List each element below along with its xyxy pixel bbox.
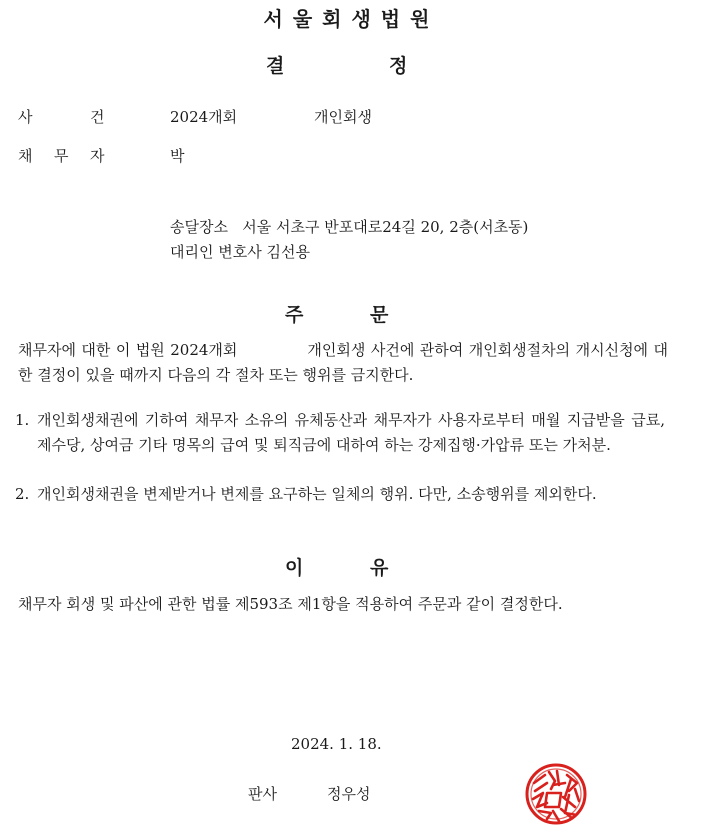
decision-date: 2024. 1. 18. xyxy=(291,735,382,753)
order-item-text: 개인회생채권을 변제받거나 변제를 요구하는 일체의 행위. 다만, 소송행위를 제외한다. xyxy=(37,485,597,503)
service-address-line xyxy=(170,216,528,237)
order-item xyxy=(15,482,665,507)
court-name: 서울회생법원 xyxy=(263,7,440,31)
service-agent-label: 대리인 변호사 xyxy=(170,243,262,261)
order-item xyxy=(15,408,665,458)
debtor-label-char-3: 자 xyxy=(90,147,105,165)
debtor-label-char-2: 무 xyxy=(54,147,69,165)
order-heading-char-2: 문 xyxy=(370,304,389,326)
order-item-text: 개인회생채권에 기하여 채무자 소유의 유체동산과 채무자가 사용자로부터 매월 지급받을 급료, 제수당, 상여금 기타 명목의 급여 및 퇴직금에 대하여 하는 강제집행·가압류 또는 가처분. xyxy=(37,411,665,454)
court-seal-icon xyxy=(525,763,587,825)
service-agent-name: 김선용 xyxy=(266,243,310,261)
debtor-name: 박 xyxy=(170,147,185,165)
reason-heading-char-2: 유 xyxy=(370,557,389,579)
reason-text: 채무자 회생 및 파산에 관한 법률 제593조 제1항을 적용하여 주문과 같이 결정한다. xyxy=(18,595,563,613)
service-address: 서울 서초구 반포대로24길 20, 2층(서초동) xyxy=(242,218,529,236)
case-label-char-1: 사 xyxy=(18,108,33,126)
service-agent-line xyxy=(170,241,310,262)
judge-name: 정우성 xyxy=(327,785,371,803)
doc-title-char-1: 결 xyxy=(266,55,285,77)
case-type: 개인회생 xyxy=(314,108,372,126)
judge-title: 판사 xyxy=(248,785,277,803)
reason-heading-char-1: 이 xyxy=(285,557,304,579)
case-label-char-2: 건 xyxy=(90,108,105,126)
order-paragraph xyxy=(18,338,668,388)
order-heading-char-1: 주 xyxy=(285,304,304,326)
order-item-number: 2. xyxy=(15,485,30,503)
order-item-number: 1. xyxy=(15,411,30,429)
order-paragraph-start: 채무자에 대한 이 법원 2024개회 xyxy=(18,341,238,359)
order-paragraph-rest: 개인회생 사건에 관하여 개인회생절차의 개시신청에 대한 결정이 있을 때까지 다음의 각 절차 또는 행위를 금지한다. xyxy=(18,341,668,384)
doc-title-char-2: 정 xyxy=(389,55,408,77)
service-address-label: 송달장소 xyxy=(170,218,228,236)
debtor-label-char-1: 채 xyxy=(18,147,33,165)
case-number: 2024개회 xyxy=(170,108,238,126)
